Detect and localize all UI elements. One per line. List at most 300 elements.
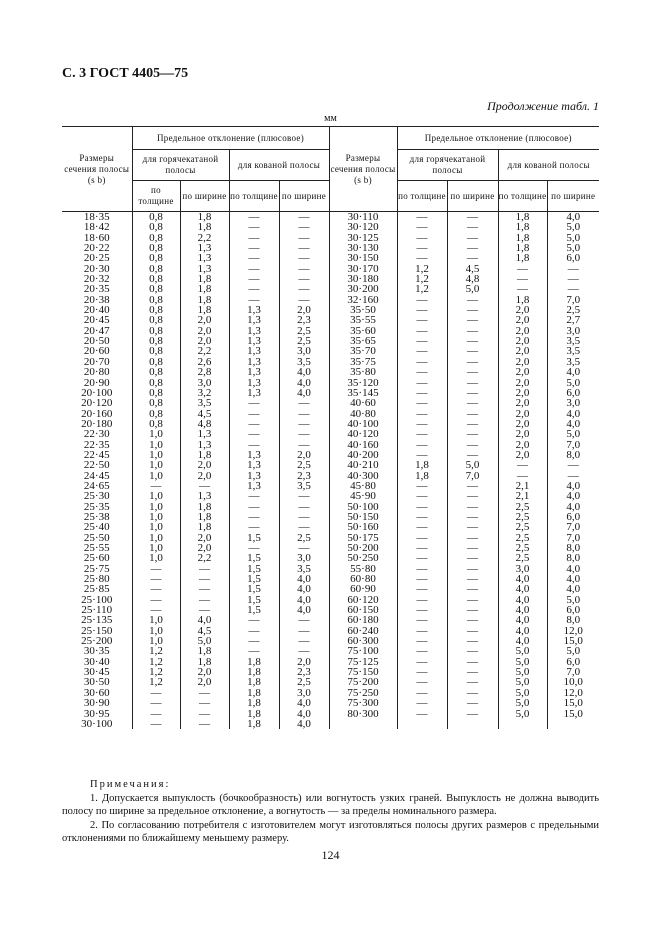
- size-cell: 30·125: [329, 233, 397, 243]
- tolerance-cell: —: [498, 284, 547, 294]
- thickness-header: по толщине: [397, 181, 447, 212]
- tolerance-cell: 1,8: [498, 243, 547, 253]
- tolerance-cell: —: [229, 274, 279, 284]
- tolerance-cell: 1,8: [180, 522, 229, 532]
- size-cell: 75·150: [329, 667, 397, 677]
- tolerance-cell: 2,0: [498, 440, 547, 450]
- tolerance-cell: 8,0: [566, 614, 581, 627]
- tolerance-cell: 2,5: [498, 512, 547, 522]
- tolerance-cell: —: [567, 262, 579, 275]
- table-continuation-label: Продолжение табл. 1: [487, 99, 599, 113]
- tolerance-cell: —: [229, 502, 279, 512]
- thickness-header: по толщине: [132, 181, 180, 212]
- size-cell: 25·85: [62, 584, 132, 594]
- tolerance-cell: —: [397, 212, 447, 223]
- size-cell: 35·120: [329, 378, 397, 388]
- thickness-header: по толщине: [498, 181, 547, 212]
- size-cell: 22·45: [62, 450, 132, 460]
- hot-rolled-header-left: для горячекатаной полосы: [132, 150, 229, 181]
- tolerance-cell: 4,5: [180, 409, 229, 419]
- size-cell: 30·40: [62, 657, 132, 667]
- tolerance-cell: 4,0: [566, 490, 581, 503]
- tolerance-cell: 1,0: [132, 450, 180, 460]
- tolerance-cell: 4,8: [447, 274, 498, 284]
- deviation-header-left: Предельное отклонение (плюсовое): [132, 127, 329, 150]
- tolerance-cell: —: [397, 677, 447, 687]
- tolerance-cell: 1,3: [229, 450, 279, 460]
- size-cell: 25·38: [62, 512, 132, 522]
- tolerance-cell: 2,6: [180, 357, 229, 367]
- hot-rolled-header-right: для горячекатаной полосы: [397, 150, 498, 181]
- size-cell: 30·45: [62, 667, 132, 677]
- size-cell: 55·80: [329, 564, 397, 574]
- tolerance-cell: —: [279, 253, 329, 263]
- size-cell: 20·40: [62, 305, 132, 315]
- size-cell: 35·50: [329, 305, 397, 315]
- tolerance-cell: 2,1: [498, 491, 547, 501]
- tolerance-cell: —: [447, 553, 498, 563]
- tolerance-cell: 1,2: [132, 677, 180, 687]
- tolerance-cell: 5,0: [498, 677, 547, 687]
- tolerance-cell: —: [229, 264, 279, 274]
- tolerance-cell: 4,5: [180, 626, 229, 636]
- size-cell: 20·70: [62, 357, 132, 367]
- tolerance-cell: 2,3: [279, 315, 329, 325]
- tolerance-cell: 1,5: [229, 553, 279, 563]
- tolerance-cell: 1,0: [132, 440, 180, 450]
- tolerance-cell: 1,3: [229, 367, 279, 377]
- tolerance-cell: 4,5: [447, 264, 498, 274]
- tolerance-cell: —: [132, 481, 180, 491]
- tolerance-cell: 7,0: [566, 293, 581, 306]
- tolerance-cell: 0,8: [132, 398, 180, 408]
- tolerance-cell: —: [447, 564, 498, 574]
- tolerance-cell: 1,8: [229, 688, 279, 698]
- tolerance-cell: 1,2: [397, 284, 447, 294]
- tolerance-cell: 2,2: [180, 346, 229, 356]
- tolerance-cell: —: [132, 605, 180, 615]
- size-cell: 25·60: [62, 553, 132, 563]
- size-cell: 45·80: [329, 481, 397, 491]
- size-cell: 60·80: [329, 574, 397, 584]
- tolerance-cell: —: [229, 419, 279, 429]
- tolerance-cell: —: [397, 409, 447, 419]
- size-cell: 50·175: [329, 533, 397, 543]
- size-cell: 40·60: [329, 398, 397, 408]
- tolerance-cell: —: [279, 212, 329, 223]
- tolerance-cell: 4,0: [566, 573, 581, 586]
- tolerance-cell: 0,8: [132, 409, 180, 419]
- tolerance-cell: 1,8: [229, 709, 279, 719]
- tolerance-cell: —: [498, 264, 547, 274]
- table-row: [62, 709, 599, 719]
- tolerance-cell: 1,2: [397, 264, 447, 274]
- size-cell: 40·160: [329, 440, 397, 450]
- tolerance-cell: 4,0: [279, 595, 329, 605]
- tolerance-cell: 1,5: [229, 595, 279, 605]
- tolerance-cell: 2,5: [279, 533, 329, 543]
- table-row: [62, 367, 599, 377]
- tolerance-cell: 4,0: [498, 584, 547, 594]
- tolerance-cell: 0,8: [132, 284, 180, 294]
- table-row: [62, 429, 599, 439]
- tolerance-cell: 1,5: [229, 564, 279, 574]
- tolerance-cell: 1,3: [180, 491, 229, 501]
- forged-header-right: для кованой полосы: [498, 150, 599, 181]
- tolerance-cell: 2,0: [180, 460, 229, 470]
- tolerance-cell: —: [397, 626, 447, 636]
- size-cell: 30·50: [62, 677, 132, 687]
- size-cell: 35·60: [329, 326, 397, 336]
- tolerance-cell: —: [180, 564, 229, 574]
- tolerance-cell: —: [180, 698, 229, 708]
- tolerance-cell: —: [567, 469, 579, 482]
- size-cell: 20·32: [62, 274, 132, 284]
- tolerance-cell: 2,0: [180, 543, 229, 553]
- tolerance-cell: 5,0: [498, 688, 547, 698]
- tolerance-cell: 5,0: [180, 636, 229, 646]
- note-1: 1. Допускается выпуклость (бочкообразность) или вогнутость узких граней. Выпуклость не должна выводить полосу по ширине за предельное отклонение, а вогнутость — за пределы номинального размера.: [62, 792, 599, 817]
- size-cell: [329, 719, 397, 729]
- tolerance-cell: —: [279, 646, 329, 656]
- tolerance-cell: 4,0: [279, 574, 329, 584]
- tolerance-cell: —: [132, 698, 180, 708]
- size-cell: 30·35: [62, 646, 132, 656]
- size-cell: 18·42: [62, 222, 132, 232]
- tolerance-cell: —: [447, 243, 498, 253]
- tolerance-cell: —: [397, 543, 447, 553]
- tolerance-cell: 1,8: [498, 233, 547, 243]
- tolerance-cell: —: [447, 615, 498, 625]
- tolerance-cell: —: [397, 429, 447, 439]
- tolerance-cell: 0,8: [132, 274, 180, 284]
- tolerance-cell: 7,0: [566, 521, 581, 534]
- size-cell: 30·150: [329, 253, 397, 263]
- tolerance-cell: —: [229, 440, 279, 450]
- size-cell: 75·200: [329, 677, 397, 687]
- tolerance-cell: —: [397, 253, 447, 263]
- size-cell: 18·35: [62, 212, 132, 223]
- tolerance-cell: 2,0: [498, 326, 547, 336]
- size-cell: 20·30: [62, 264, 132, 274]
- tolerance-cell: —: [447, 646, 498, 656]
- tolerance-cell: —: [447, 688, 498, 698]
- size-cell: 60·300: [329, 636, 397, 646]
- tolerance-cell: —: [279, 491, 329, 501]
- tolerance-cell: 6,0: [566, 386, 581, 399]
- size-cell: 75·100: [329, 646, 397, 656]
- size-cell: 25·55: [62, 543, 132, 553]
- size-cell: 75·125: [329, 657, 397, 667]
- tolerance-cell: —: [229, 284, 279, 294]
- tolerance-cell: 5,0: [566, 231, 581, 244]
- tolerance-cell: —: [397, 667, 447, 677]
- size-cell: 20·38: [62, 295, 132, 305]
- tolerance-cell: —: [397, 440, 447, 450]
- tolerance-cell: —: [180, 719, 229, 729]
- table-row: [62, 719, 599, 729]
- width-header: по ширине: [279, 181, 329, 212]
- tolerance-cell: 2,3: [279, 667, 329, 677]
- tolerance-cell: 1,3: [180, 440, 229, 450]
- size-cell: 22·50: [62, 460, 132, 470]
- size-cell: 60·150: [329, 605, 397, 615]
- tolerance-cell: 4,0: [566, 500, 581, 513]
- tolerance-cell: 5,0: [498, 709, 547, 719]
- tolerance-cell: 1,8: [498, 295, 547, 305]
- tolerance-cell: 1,8: [180, 284, 229, 294]
- tolerance-cell: —: [397, 305, 447, 315]
- tolerance-cell: 1,8: [180, 305, 229, 315]
- size-cell: 30·90: [62, 698, 132, 708]
- tolerance-cell: —: [397, 595, 447, 605]
- tolerance-cell: —: [397, 233, 447, 243]
- size-cell: 20·22: [62, 243, 132, 253]
- tolerance-cell: —: [279, 615, 329, 625]
- page-number: 124: [321, 848, 340, 862]
- tolerance-cell: 0,8: [132, 326, 180, 336]
- tolerance-cell: 1,8: [498, 253, 547, 263]
- tolerance-cell: 0,8: [132, 233, 180, 243]
- tolerance-cell: 2,0: [498, 336, 547, 346]
- table-row: [62, 398, 599, 408]
- tolerance-cell: 2,3: [279, 471, 329, 481]
- tolerance-cell: —: [447, 698, 498, 708]
- tolerance-cell: 0,8: [132, 388, 180, 398]
- tolerance-cell: 1,8: [180, 502, 229, 512]
- tolerance-cell: 0,8: [132, 295, 180, 305]
- tolerance-cell: —: [279, 295, 329, 305]
- size-cell: 30·110: [329, 212, 397, 223]
- tolerance-cell: 8,0: [566, 448, 581, 461]
- tolerance-cell: —: [397, 709, 447, 719]
- tolerance-cell: 1,8: [180, 295, 229, 305]
- size-cell: 30·170: [329, 264, 397, 274]
- size-cell: 50·100: [329, 502, 397, 512]
- tolerance-cell: 1,5: [229, 584, 279, 594]
- size-cell: 50·150: [329, 512, 397, 522]
- tolerance-cell: —: [397, 574, 447, 584]
- tolerance-cell: —: [279, 398, 329, 408]
- tolerance-cell: 6,0: [566, 655, 581, 668]
- deviation-header-right: Предельное отклонение (плюсовое): [397, 127, 599, 150]
- tolerance-cell: —: [279, 274, 329, 284]
- tolerance-cell: —: [397, 378, 447, 388]
- tolerance-cell: —: [279, 243, 329, 253]
- tolerance-cell: 4,8: [180, 419, 229, 429]
- tolerance-cell: 0,8: [132, 367, 180, 377]
- tolerance-cell: —: [447, 233, 498, 243]
- tolerance-cell: —: [447, 440, 498, 450]
- tolerance-cell: —: [447, 512, 498, 522]
- tolerance-cell: —: [397, 398, 447, 408]
- tolerance-cell: 12,0: [563, 686, 583, 699]
- tolerance-cell: 3,5: [279, 481, 329, 491]
- tolerance-cell: 2,0: [180, 667, 229, 677]
- tolerance-cell: 3,5: [566, 345, 581, 358]
- tolerance-cell: —: [447, 491, 498, 501]
- size-cell: 45·90: [329, 491, 397, 501]
- tolerance-cell: 0,8: [132, 378, 180, 388]
- tolerance-cell: —: [397, 222, 447, 232]
- tolerance-cell: —: [447, 667, 498, 677]
- tolerance-cell: 4,0: [279, 698, 329, 708]
- size-column-header-left: Размеры сечения полосы (s b): [62, 127, 132, 212]
- tolerance-cell: 1,8: [498, 212, 547, 223]
- tolerance-cell: 1,0: [132, 636, 180, 646]
- tolerance-cell: 1,0: [132, 471, 180, 481]
- tolerance-cell: —: [447, 253, 498, 263]
- tolerance-cell: [547, 719, 599, 729]
- tolerance-cell: —: [447, 357, 498, 367]
- tolerance-cell: —: [132, 595, 180, 605]
- tolerance-cell: 1,8: [180, 657, 229, 667]
- size-cell: 25·30: [62, 491, 132, 501]
- tolerance-cell: —: [447, 305, 498, 315]
- tolerance-cell: 4,0: [566, 211, 581, 223]
- tolerance-cell: 1,0: [132, 615, 180, 625]
- tolerance-cell: 1,0: [132, 512, 180, 522]
- tolerance-cell: —: [132, 584, 180, 594]
- size-cell: 20·160: [62, 409, 132, 419]
- size-cell: 18·60: [62, 233, 132, 243]
- tolerance-cell: —: [180, 481, 229, 491]
- tolerance-cell: [498, 719, 547, 729]
- tolerance-cell: 5,0: [566, 428, 581, 441]
- tolerance-cell: —: [447, 450, 498, 460]
- tolerance-cell: —: [447, 481, 498, 491]
- tolerance-cell: —: [397, 646, 447, 656]
- tolerance-cell: 1,8: [397, 460, 447, 470]
- size-cell: 35·75: [329, 357, 397, 367]
- size-cell: 35·55: [329, 315, 397, 325]
- tolerance-cell: 1,8: [229, 698, 279, 708]
- tolerance-cell: —: [397, 636, 447, 646]
- tolerance-cell: 0,8: [132, 346, 180, 356]
- tolerance-cell: 8,0: [566, 552, 581, 565]
- tolerance-cell: 3,0: [279, 553, 329, 563]
- tolerance-cell: —: [229, 646, 279, 656]
- tolerance-cell: 1,8: [229, 719, 279, 729]
- tolerance-cell: —: [180, 584, 229, 594]
- tolerance-cell: 5,0: [566, 593, 581, 606]
- tolerance-cell: 1,0: [132, 502, 180, 512]
- tolerance-cell: —: [397, 657, 447, 667]
- tolerance-cell: 2,0: [180, 471, 229, 481]
- size-cell: 25·75: [62, 564, 132, 574]
- tolerance-cell: 2,0: [498, 450, 547, 460]
- tolerance-cell: 2,0: [498, 409, 547, 419]
- size-cell: 20·180: [62, 419, 132, 429]
- size-cell: 25·110: [62, 605, 132, 615]
- tolerance-cell: 0,8: [132, 264, 180, 274]
- tolerance-cell: 4,0: [566, 583, 581, 596]
- tolerance-cell: —: [498, 460, 547, 470]
- tolerance-cell: —: [447, 326, 498, 336]
- tolerance-cell: —: [180, 709, 229, 719]
- tolerance-cell: 1,8: [229, 677, 279, 687]
- tolerance-cell: 4,0: [498, 636, 547, 646]
- tolerance-cell: 4,0: [279, 719, 329, 729]
- tolerance-cell: —: [447, 346, 498, 356]
- tolerance-cell: 0,8: [132, 336, 180, 346]
- size-cell: 20·80: [62, 367, 132, 377]
- tolerance-cell: —: [229, 491, 279, 501]
- size-cell: 35·65: [329, 336, 397, 346]
- tolerance-cell: 1,8: [180, 450, 229, 460]
- tolerance-cell: 1,2: [397, 274, 447, 284]
- tolerance-cell: —: [132, 719, 180, 729]
- tolerance-cell: 2,7: [566, 314, 581, 327]
- tolerance-cell: —: [447, 584, 498, 594]
- size-cell: 75·300: [329, 698, 397, 708]
- unit-label: мм: [324, 113, 337, 124]
- notes-block: [62, 778, 599, 846]
- tolerance-cell: 2,2: [180, 233, 229, 243]
- tolerance-cell: 1,3: [229, 315, 279, 325]
- tolerance-cell: 1,0: [132, 553, 180, 563]
- tolerance-table: [62, 126, 599, 729]
- size-cell: 50·200: [329, 543, 397, 553]
- tolerance-cell: —: [447, 626, 498, 636]
- tolerance-cell: —: [397, 564, 447, 574]
- tolerance-cell: 2,5: [279, 336, 329, 346]
- tolerance-cell: 3,0: [279, 346, 329, 356]
- size-cell: 25·50: [62, 533, 132, 543]
- tolerance-cell: 2,0: [498, 346, 547, 356]
- tolerance-cell: —: [229, 626, 279, 636]
- size-cell: 20·120: [62, 398, 132, 408]
- tolerance-cell: —: [279, 409, 329, 419]
- tolerance-cell: 2,5: [498, 533, 547, 543]
- size-cell: 50·250: [329, 553, 397, 563]
- tolerance-cell: —: [279, 502, 329, 512]
- tolerance-cell: 1,3: [229, 481, 279, 491]
- tolerance-cell: —: [447, 409, 498, 419]
- tolerance-cell: 3,0: [566, 397, 581, 410]
- tolerance-cell: 1,0: [132, 522, 180, 532]
- tolerance-cell: 5,0: [498, 657, 547, 667]
- tolerance-cell: 1,3: [229, 378, 279, 388]
- tolerance-cell: —: [279, 512, 329, 522]
- tolerance-cell: [397, 719, 447, 729]
- tolerance-cell: 1,3: [229, 460, 279, 470]
- tolerance-cell: 7,0: [566, 531, 581, 544]
- tolerance-cell: 2,0: [498, 367, 547, 377]
- tolerance-cell: 5,0: [447, 284, 498, 294]
- size-cell: 30·95: [62, 709, 132, 719]
- size-cell: 50·160: [329, 522, 397, 532]
- tolerance-cell: —: [397, 605, 447, 615]
- tolerance-cell: 2,5: [279, 326, 329, 336]
- tolerance-cell: —: [447, 636, 498, 646]
- tolerance-cell: —: [447, 212, 498, 223]
- notes-title: Примечания:: [90, 779, 171, 790]
- size-cell: 40·100: [329, 419, 397, 429]
- tolerance-cell: —: [397, 533, 447, 543]
- tolerance-cell: 2,5: [498, 543, 547, 553]
- tolerance-cell: —: [397, 481, 447, 491]
- tolerance-cell: 1,3: [180, 243, 229, 253]
- tolerance-cell: 12,0: [563, 624, 583, 637]
- tolerance-cell: 1,0: [132, 626, 180, 636]
- tolerance-cell: 0,8: [132, 212, 180, 223]
- size-cell: 24·45: [62, 471, 132, 481]
- tolerance-cell: 6,0: [566, 604, 581, 617]
- tolerance-cell: 2,0: [279, 305, 329, 315]
- tolerance-cell: 2,0: [498, 429, 547, 439]
- size-cell: 20·60: [62, 346, 132, 356]
